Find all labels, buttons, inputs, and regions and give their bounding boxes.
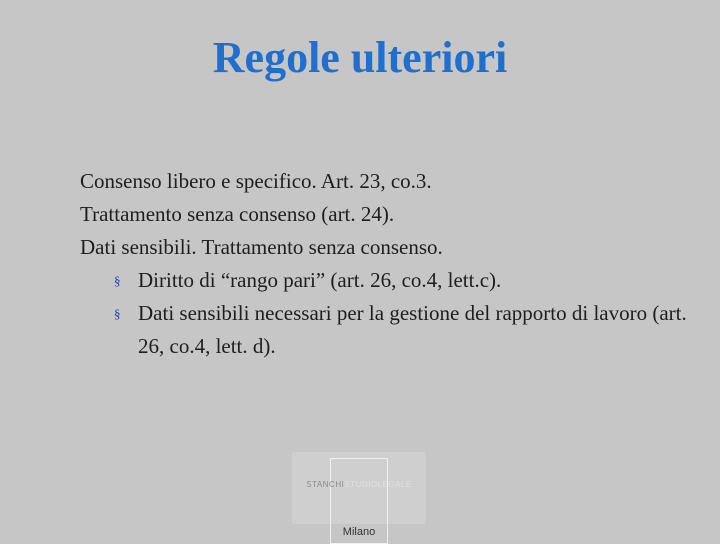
logo-text-left: STANCHI [306,480,345,489]
bullet-item [80,264,710,297]
body-line: Dati sensibili. Trattamento senza consenso. [80,235,443,259]
slide-title: Regole ulteriori [212,33,508,82]
logo-text [298,480,420,489]
square-bullet-icon: § [114,306,121,321]
logo-text-right: STUDIOLEGALE [344,480,412,489]
bullet-text: Diritto di “rango pari” (art. 26, co.4, lett.c). [138,268,502,292]
body-line: Consenso libero e specifico. Art. 23, co.3. [80,169,432,193]
logo [292,452,426,524]
body-line: Trattamento senza consenso (art. 24). [80,202,395,226]
bullet-item [80,297,710,363]
bullet-text: Dati sensibili necessari per la gestione del rapporto di lavoro (art. 26, co.4, lett. d). [138,301,687,358]
slide-body [80,165,710,363]
logo-city: Milano [342,526,376,538]
square-bullet-icon: § [114,273,121,288]
